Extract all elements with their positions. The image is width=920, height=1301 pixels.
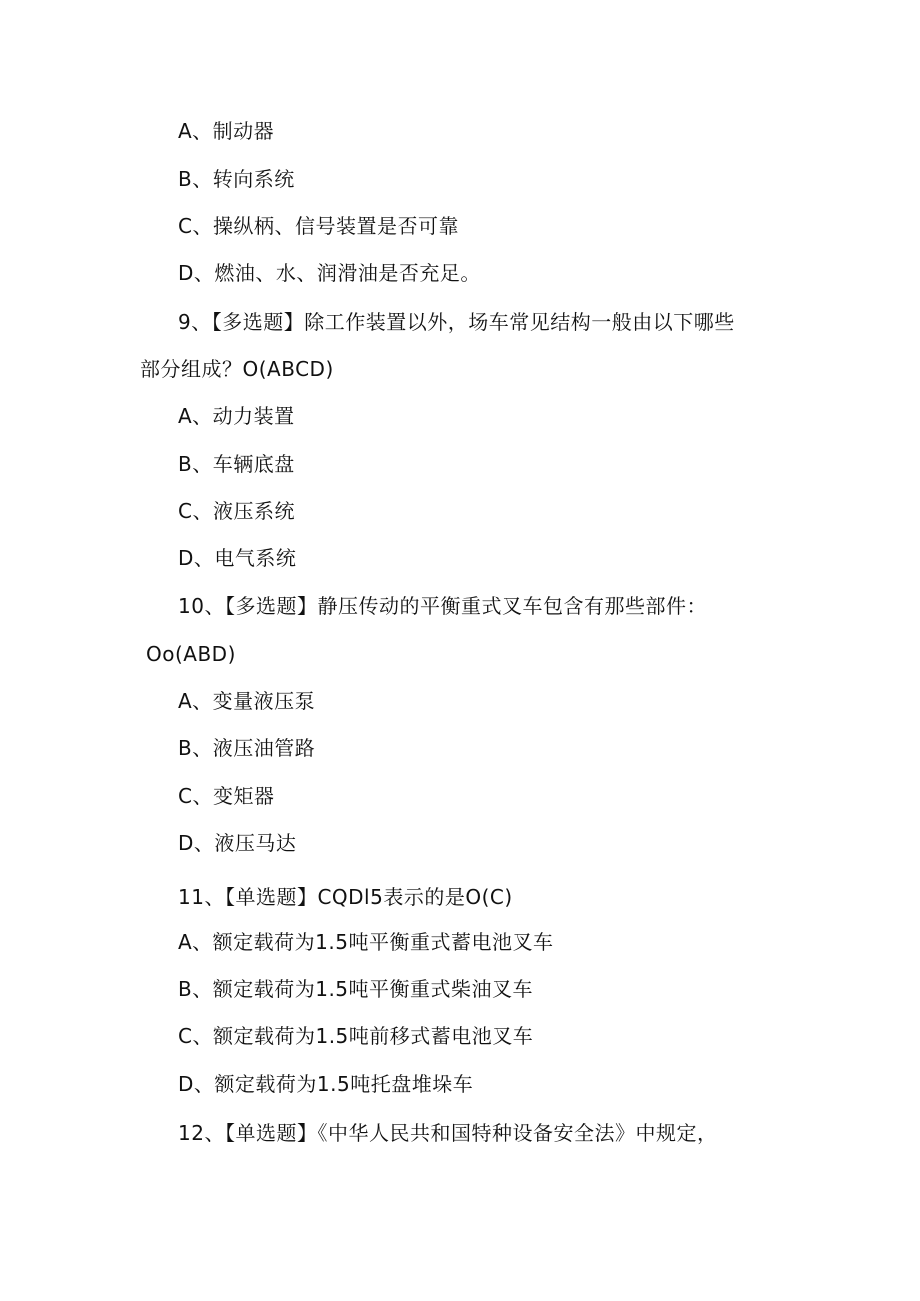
- q8-option-b: B、转向系统: [178, 167, 295, 191]
- q9-option-d: D、电气系统: [178, 546, 297, 570]
- q9-option-a: A、动力装置: [178, 404, 295, 428]
- q10-stem-line-2: Oo(ABD): [146, 642, 236, 666]
- q9-option-c: C、液压系统: [178, 499, 295, 523]
- q10-option-b: B、液压油管路: [178, 736, 316, 760]
- q11-option-a: A、额定载荷为1.5吨平衡重式蓄电池叉车: [178, 930, 554, 954]
- q10-option-d: D、液压马达: [178, 831, 297, 855]
- q8-option-a: A、制动器: [178, 119, 275, 143]
- q12-stem-line-1: 12、【单选题】《中华人民共和国特种设备安全法》中规定，: [178, 1121, 718, 1145]
- q10-stem-line-1: 10、【多选题】静压传动的平衡重式叉车包含有那些部件：: [178, 594, 707, 618]
- q11-option-b: B、额定载荷为1.5吨平衡重式柴油叉车: [178, 977, 534, 1001]
- q9-stem-line-2: 部分组成？O(ABCD): [140, 357, 334, 381]
- q11-option-c: C、额定载荷为1.5吨前移式蓄电池叉车: [178, 1024, 534, 1048]
- q9-stem-line-1: 9、【多选题】除工作装置以外，场车常见结构一般由以下哪些: [178, 310, 735, 334]
- q8-option-d: D、燃油、水、润滑油是否充足。: [178, 261, 481, 285]
- q10-option-a: A、变量液压泵: [178, 689, 316, 713]
- q9-option-b: B、车辆底盘: [178, 452, 295, 476]
- q11-stem: 11、【单选题】CQDl5表示的是O(C): [178, 885, 513, 909]
- q11-option-d: D、额定载荷为1.5吨托盘堆垛车: [178, 1072, 474, 1096]
- q8-option-c: C、操纵柄、信号装置是否可靠: [178, 214, 459, 238]
- q10-option-c: C、变矩器: [178, 784, 275, 808]
